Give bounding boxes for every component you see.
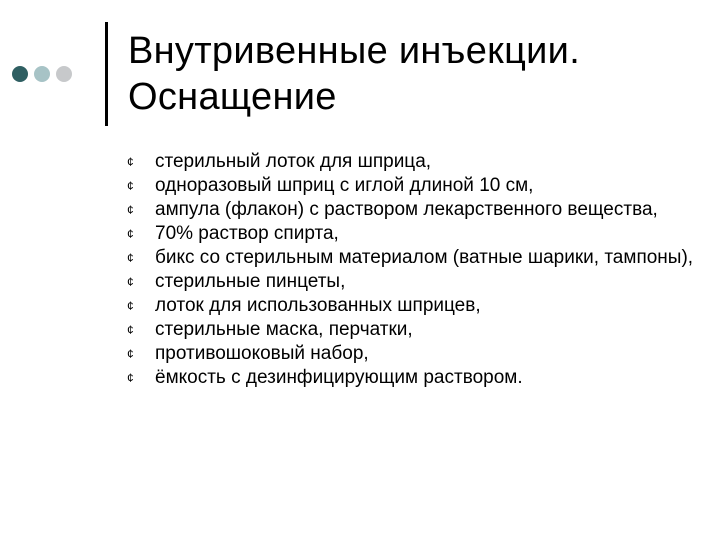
title-divider <box>105 22 108 126</box>
list-item <box>127 342 697 366</box>
list-item-text: одноразовый шприц с иглой длиной 10 см, <box>155 175 534 196</box>
list-item-text: бикс со стерильным материалом (ватные шарики, тампоны), <box>155 247 694 268</box>
bullet-icon: ¢ <box>127 347 134 361</box>
list-item-text: ампула (флакон) с раствором лекарственного вещества, <box>155 199 658 220</box>
list-item <box>127 318 697 342</box>
list-item-text: ёмкость с дезинфицирующим раствором. <box>155 367 523 388</box>
bullet-icon: ¢ <box>127 155 134 169</box>
bullet-icon: ¢ <box>127 275 134 289</box>
bullet-icon: ¢ <box>127 251 134 265</box>
list-item <box>127 222 697 246</box>
list-item <box>127 366 697 390</box>
list-item <box>127 246 697 270</box>
bullet-icon: ¢ <box>127 179 134 193</box>
list-item-text: стерильные пинцеты, <box>155 271 346 292</box>
bullet-icon: ¢ <box>127 227 134 241</box>
list-item <box>127 174 697 198</box>
list-item <box>127 270 697 294</box>
slide-title-line-2: Оснащение <box>128 76 337 118</box>
dot-light <box>56 66 72 82</box>
list-item <box>127 150 697 174</box>
list-item-text: противошоковый набор, <box>155 343 369 364</box>
slide-title <box>128 28 698 120</box>
bullet-icon: ¢ <box>127 203 134 217</box>
list-item <box>127 198 697 222</box>
list-item-text: лоток для использованных шприцев, <box>155 295 481 316</box>
list-item-text: 70% раствор спирта, <box>155 223 339 244</box>
list-item-text: стерильные маска, перчатки, <box>155 319 413 340</box>
list-item <box>127 294 697 318</box>
list-item-text: стерильный лоток для шприца, <box>155 151 432 172</box>
decorative-dots <box>12 66 78 82</box>
bullet-icon: ¢ <box>127 371 134 385</box>
bullet-icon: ¢ <box>127 323 134 337</box>
dot-dark <box>12 66 28 82</box>
bullet-icon: ¢ <box>127 299 134 313</box>
slide-title-line-1: Внутривенные инъекции. <box>128 30 581 72</box>
equipment-list <box>127 150 697 390</box>
dot-mid <box>34 66 50 82</box>
